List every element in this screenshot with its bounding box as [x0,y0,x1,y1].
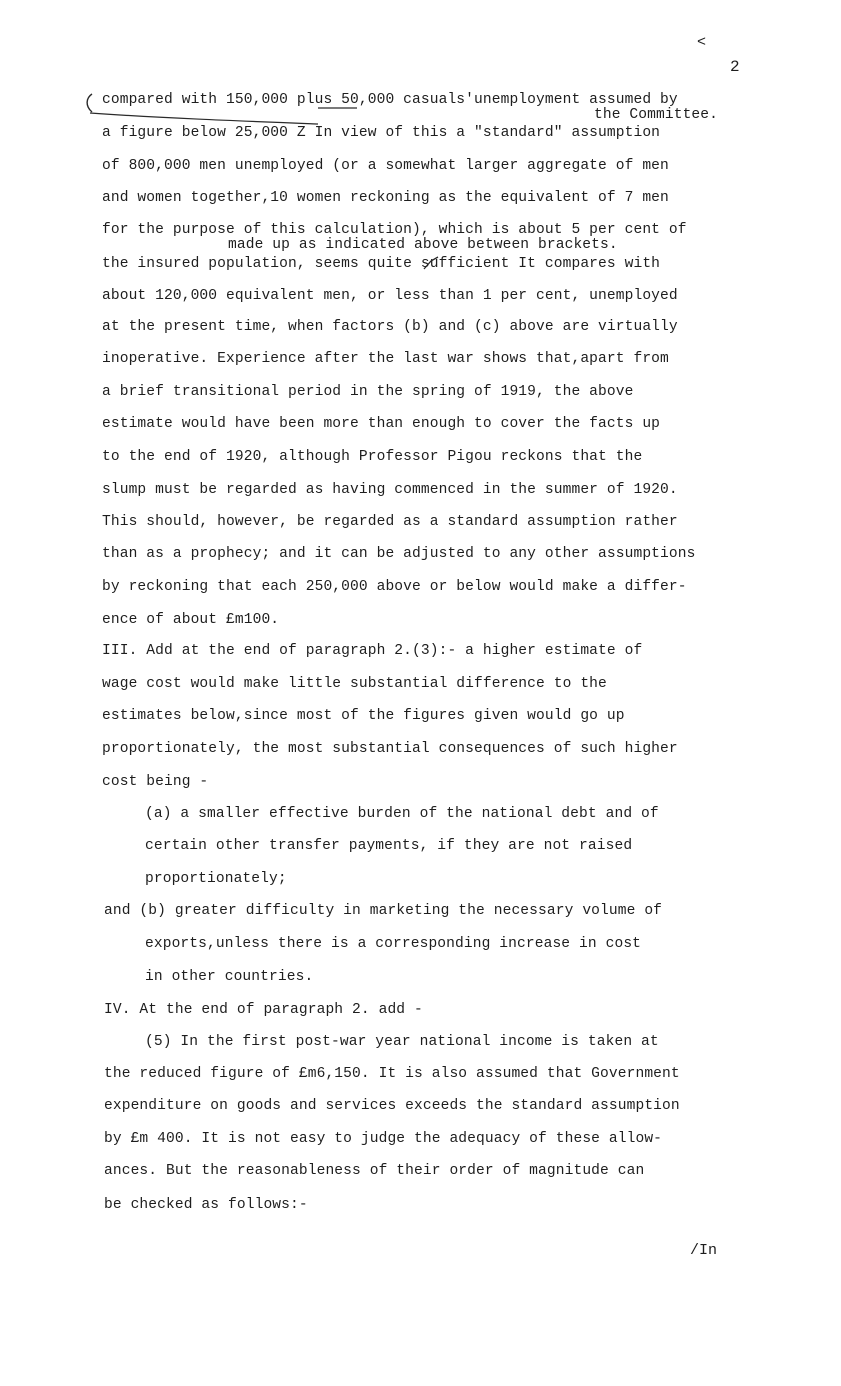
text-line-6: for the purpose of this calculation), which is about 5 per cent of [102,222,687,238]
text-line-25: (a) a smaller effective burden of the national debt and of [145,806,659,822]
text-line-21: wage cost would make little substantial difference to the [102,676,607,692]
page-number: 2 [730,58,740,76]
text-line-7: made up as indicated above between brackets. [228,237,618,253]
text-line-2: the Committee. [594,107,719,123]
text-line-31: IV. At the end of paragraph 2. add - [104,1002,423,1018]
text-line-29: exports,unless there is a corresponding increase in cost [145,936,642,952]
catchword: /In [690,1242,718,1259]
text-line-23: proportionately, the most substantial consequences of such higher [102,741,678,757]
opening-bracket-mark [87,94,92,112]
text-line-22: estimates below,since most of the figures given would go up [102,708,625,724]
text-line-37: be checked as follows:- [104,1197,308,1213]
text-line-15: slump must be regarded as having commenced in the summer of 1920. [102,482,678,498]
text-line-1: compared with 150,000 plus 50,000 casuals'unemployment assumed by [102,92,678,108]
text-line-13: estimate would have been more than enough to cover the facts up [102,416,661,432]
text-line-19: ence of about £m100. [102,612,280,628]
corner-mark: < [697,34,707,51]
text-line-30: in other countries. [145,969,314,985]
text-line-18: by reckoning that each 250,000 above or below would make a differ- [102,579,687,595]
text-line-3: a figure below 25,000 Z In view of this a "standard" assumption [102,125,661,141]
text-line-32: (5) In the first post-war year national income is taken at [145,1034,659,1050]
text-line-24: cost being - [102,774,209,790]
text-line-26: certain other transfer payments, if they are not raised [145,838,633,854]
text-line-9: about 120,000 equivalent men, or less than 1 per cent, unemployed [102,288,678,304]
insertion-underline-stroke [90,113,318,124]
text-line-34: expenditure on goods and services exceeds the standard assumption [104,1098,680,1114]
text-line-16: This should, however, be regarded as a standard assumption rather [102,514,678,530]
text-line-28: and (b) greater difficulty in marketing the necessary volume of [104,903,663,919]
text-line-20: III. Add at the end of paragraph 2.(3):- a higher estimate of [102,643,643,659]
text-line-8: the insured population, seems quite sufficient It compares with [102,256,661,272]
text-line-17: than as a prophecy; and it can be adjusted to any other assumptions [102,546,696,562]
text-line-5: and women together,10 women reckoning as the equivalent of 7 men [102,190,669,206]
text-line-27: proportionately; [145,871,287,887]
caret-mark [424,257,438,269]
text-line-4: of 800,000 men unemployed (or a somewhat larger aggregate of men [102,158,669,174]
text-line-11: inoperative. Experience after the last war shows that,apart from [102,351,669,367]
text-line-14: to the end of 1920, although Professor Pigou reckons that the [102,449,643,465]
text-line-12: a brief transitional period in the spring of 1919, the above [102,384,634,400]
text-line-36: ances. But the reasonableness of their order of magnitude can [104,1163,645,1179]
text-line-33: the reduced figure of £m6,150. It is also assumed that Government [104,1066,680,1082]
text-line-10: at the present time, when factors (b) and (c) above are virtually [102,319,678,335]
text-line-35: by £m 400. It is not easy to judge the adequacy of these allow- [104,1131,663,1147]
